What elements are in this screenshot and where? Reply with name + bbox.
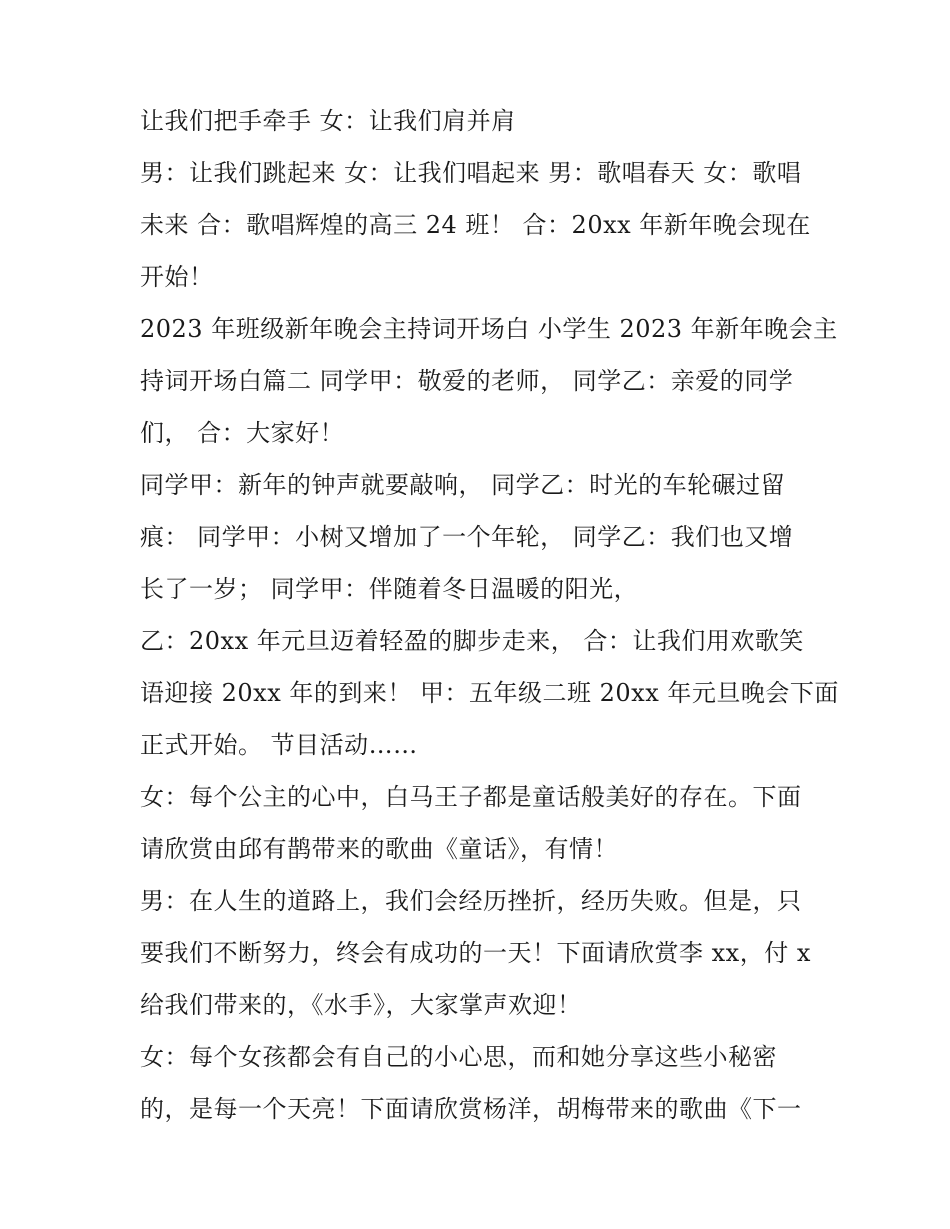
- text-line: 正式开始。 节目活动……: [140, 731, 418, 759]
- text-line: 让我们把手牵手 女：让我们肩并肩: [140, 107, 516, 135]
- text-line: 的，是每一个天亮！下面请欣赏杨洋，胡梅带来的歌曲《下一: [140, 1095, 802, 1123]
- text-line: 男：在人生的道路上，我们会经历挫折，经历失败。但是，只: [140, 887, 802, 915]
- text-line: 给我们带来的，《水手》，大家掌声欢迎！: [140, 991, 582, 1019]
- text-line: 要我们不断努力，终会有成功的一天！下面请欣赏李 xx，付 x: [140, 939, 811, 967]
- text-line: 女：每个女孩都会有自己的小心思，而和她分享这些小秘密: [140, 1043, 777, 1071]
- text-line: 语迎接 20xx 年的到来！ 甲：五年级二班 20xx 年元旦晚会下面: [140, 679, 839, 707]
- text-line: 未来 合：歌唱辉煌的高三 24 班！ 合：20xx 年新年晚会现在: [140, 211, 811, 239]
- text-line: 女：每个公主的心中，白马王子都是童话般美好的存在。下面: [140, 783, 802, 811]
- text-line: 开始！: [140, 263, 214, 291]
- text-line: 请欣赏由邱有鹊带来的歌曲《童话》，有情！: [140, 835, 618, 863]
- text-line: 们， 合：大家好！: [140, 419, 345, 447]
- text-line: 持词开场白篇二 同学甲：敬爱的老师， 同学乙：亲爱的同学: [140, 367, 794, 395]
- text-line: 痕： 同学甲：小树又增加了一个年轮， 同学乙：我们也又增: [140, 523, 794, 551]
- text-line: 同学甲：新年的钟声就要敲响， 同学乙：时光的车轮碾过留: [140, 471, 786, 499]
- text-line: 男：让我们跳起来 女：让我们唱起来 男：歌唱春天 女：歌唱: [140, 159, 802, 187]
- text-line: 2023 年班级新年晚会主持词开场白 小学生 2023 年新年晚会主: [140, 315, 838, 343]
- text-line: 长了一岁； 同学甲：伴随着冬日温暖的阳光，: [140, 575, 639, 603]
- text-line: 乙：20xx 年元旦迈着轻盈的脚步走来， 合：让我们用欢歌笑: [140, 627, 804, 655]
